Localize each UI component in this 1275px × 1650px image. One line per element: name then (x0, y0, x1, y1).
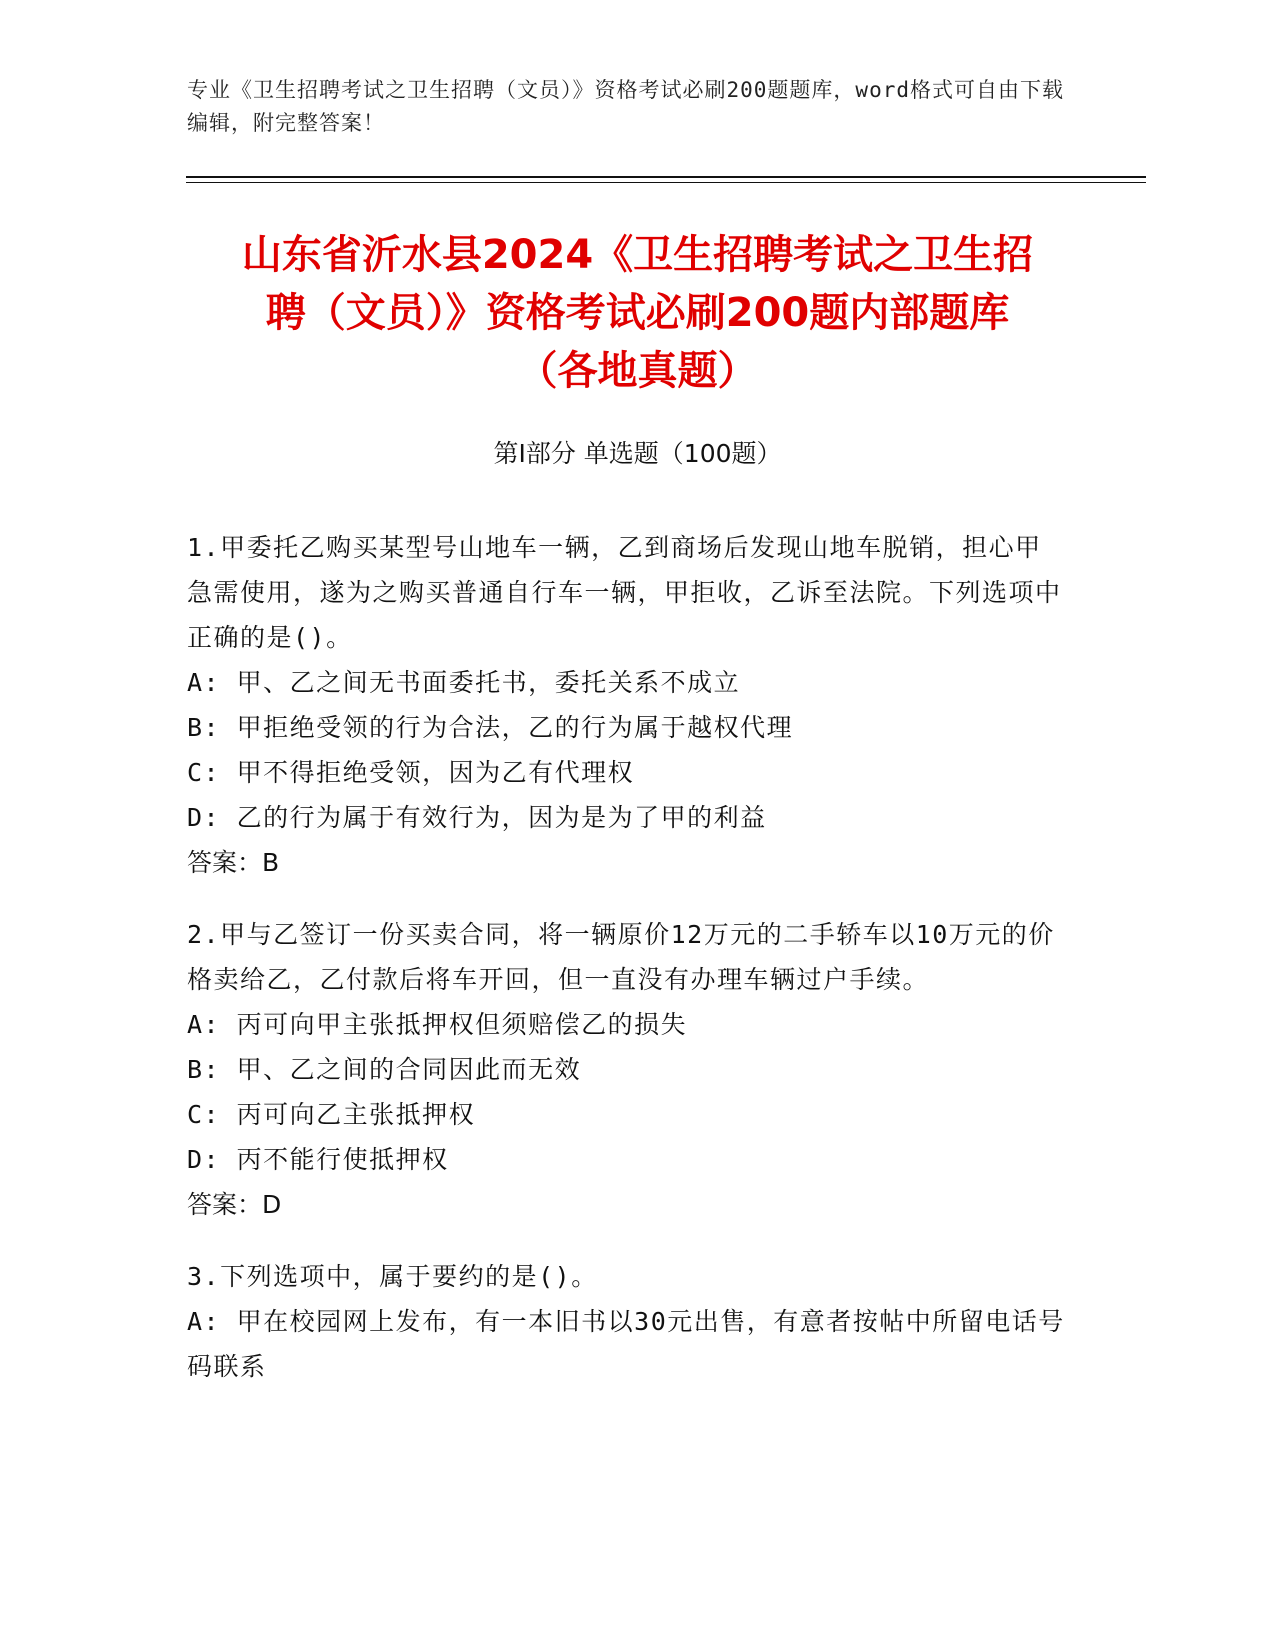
question-2 (187, 912, 1067, 1227)
document-title (150, 226, 1125, 400)
header-rule-thin (186, 182, 1146, 183)
title-line-1: 山东省沂水县2024《卫生招聘考试之卫生招 (241, 232, 1034, 278)
header-note: 专业《卫生招聘考试之卫生招聘（文员）》资格考试必刷200题题库，word格式可自由下载编辑，附完整答案！ (187, 78, 1064, 135)
title-line-2: 聘（文员）》资格考试必刷200题内部题库 (265, 290, 1010, 336)
question-stem: 3.下列选项中，属于要约的是()。 (187, 1262, 598, 1291)
question-list (187, 525, 1067, 1416)
option-c: C: 甲不得拒绝受领，因为乙有代理权 (187, 758, 635, 787)
question-stem: 2.甲与乙签订一份买卖合同，将一辆原价12万元的二手轿车以10万元的价格卖给乙，乙付款后将车开回，但一直没有办理车辆过户手续。 (187, 920, 1055, 994)
section-title: 第Ⅰ部分 单选题（100题） (493, 439, 782, 468)
option-c: C: 丙可向乙主张抵押权 (187, 1100, 476, 1129)
option-d: D: 丙不能行使抵押权 (187, 1145, 449, 1174)
answer: 答案：D (187, 1190, 282, 1219)
question-stem: 1.甲委托乙购买某型号山地车一辆，乙到商场后发现山地车脱销，担心甲急需使用，遂为之购买普通自行车一辆，甲拒收，乙诉至法院。下列选项中正确的是()。 (187, 533, 1062, 652)
question-3 (187, 1254, 1067, 1389)
option-a: A: 甲在校园网上发布，有一本旧书以30元出售，有意者按帖中所留电话号码联系 (187, 1307, 1065, 1381)
title-line-3: （各地真题） (517, 348, 758, 394)
header-rule-thick (186, 176, 1146, 178)
question-1 (187, 525, 1067, 885)
answer: 答案：B (187, 848, 280, 877)
option-b: B: 甲、乙之间的合同因此而无效 (187, 1055, 582, 1084)
option-d: D: 乙的行为属于有效行为，因为是为了甲的利益 (187, 803, 767, 832)
option-b: B: 甲拒绝受领的行为合法，乙的行为属于越权代理 (187, 713, 794, 742)
option-a: A: 丙可向甲主张抵押权但须赔偿乙的损失 (187, 1010, 688, 1039)
option-a: A: 甲、乙之间无书面委托书，委托关系不成立 (187, 668, 741, 697)
